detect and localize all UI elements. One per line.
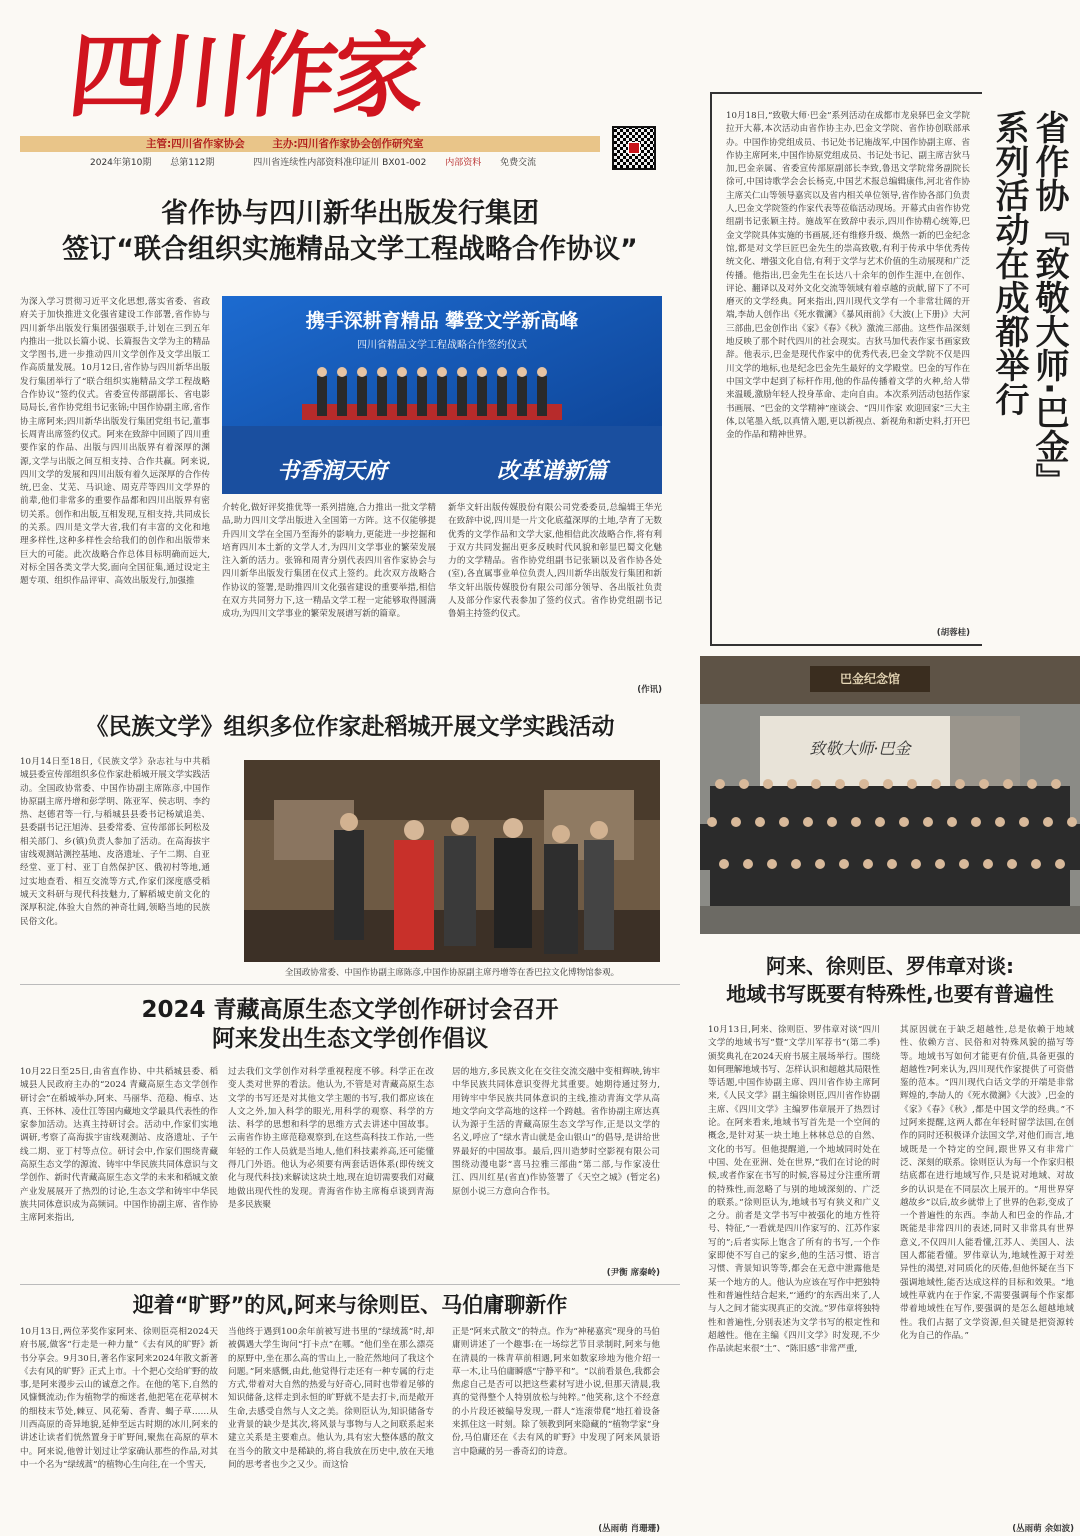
sponsor-label: 主管:四川省作家协会: [146, 138, 245, 150]
bajin-banner-text: 致敬大师·巴金: [809, 739, 911, 758]
article2-body: 10月18日,“致敬大师·巴金”系列活动在成都市龙泉驿巴金文学院拉开大幕,本次活动由省作协主办,巴金文学院、省作协创联部承办。中国作协党组成员、书记处书记施战军,中国作协副主席、省作协主席阿来,中国作协原党组成员、书记处书记、副主席吉狄马加,巴金亲属、省委宣传部原副部长李致,鲁迅文学院常务副院长徐可,中国诗歌学会会长杨克,中国艺术报总编辑康伟,河北省作协主席关仁山等领导嘉宾以及省内相关单位领导,省作协各部门负责人,巴金文学院签约作家代表等莅临活动现场。开幕式由省作协党组副书记张颖主持。施战军在致辞中表示,四川作协精心统筹,巴金文学院具体实施的书画展,还有维修升级、焕然一新的巴金纪念馆,都是对文学巨匠巴金先生的崇高致敬,有利于传承中华优秀传统文化、增强文化自信,有利于文学与艺术价值的生动展现和广泛传播。他指出,巴金先生在长达八十余年的创作生涯中,在创作、评论、翻译以及对外文化交流等领域有着卓越的贡献,留下了不可磨灭的文学经典。阿来指出,四川现代文学有一个非常壮阔的开端,李劼人创作出《死水微澜》《暴风雨前》《大波(上下册)》大河三部曲,巴金创作出《家》《春》《秋》激流三部曲。这些作品深刻地反映了那个时代四川的社会现实。吉狄马加代表作家书画家致辞。他表示,巴金是现代作家中的优秀代表,巴金文学院不仅是四川文学的地标,也是纪念巴金先生最好的文学殿堂。巴金的写作在中国文学中起到了标杆作用,他的作品传播着文学的火种,给人带来温暖,激励年轻人投身革命、走向自由。本次系列活动包括作家书画展、“巴金的文学精神”座谈会、“四川作家 欢迎回家”三大主体,以笔墨入纸,以真情入题,更以新视点、新视角和新史料,打开巴金的作品和精神世界。: [726, 111, 970, 441]
qr-logo-icon: [628, 142, 640, 154]
article5-col1: 10月13日,两位茅奖作家阿来、徐则臣亮相2024天府书展,做客“行走是一种力量”《去有风的旷野》新书分享会。9月30日,著名作家阿来2024年散文新著《去有风的旷野》正式上市。十个把心交给旷野的故事,是阿来漫步云山的诚意之作。在他的笔下,自然的风慷慨流动;作为植物学的痴迷者,他把笔在花草树木的细枝末节处,棘豆、风花菊、香青、蝎子草……从川西高原的奇异地貌,延伸至远古时期的冰川,阿来的讲述让读者们恍然置身于旷野间,聚焦在高原的草木中。阿来说,他曾计划过让学家确认那些的作品,对其中一个名为“绿绒蒿”的植物心生向往,在一个雪天,: [20, 1327, 218, 1470]
photo-subtitle-text: 四川省精品文学工程战略合作签约仪式: [357, 340, 527, 351]
article1-title-line2: 签订“联合组织实施精品文学工程战略合作协议”: [62, 234, 638, 265]
museum-visit-image: [244, 760, 660, 962]
article4-title-line1: 2024 青藏高原生态文学创作研讨会召开: [141, 997, 559, 1023]
internal-label: 内部资料: [445, 158, 482, 168]
photo-slogan-right: 改革谱新篇: [496, 459, 607, 484]
article2-title-line2: 系列活动在成都举行: [989, 110, 1029, 416]
article2-byline: (胡蓉桂): [936, 628, 970, 638]
article1-col2: 介转化,做好评奖推优等一系列措施,合力推出一批文学精品,助力四川文学出版进入全国第一方阵。这不仅能够提升四川文学在全国乃至海外的影响力,更能进一步挖掘和培育四川本土新的文学人才,为四川文学事业的繁荣发展注入新的活力。张锦和周青分别代表四川省作家协会与四川新华出版发行集团在仪式上签约。此次双方战略合作协议的签署,是助推四川文化强省建设的重要举措,相信在双方共同努力下,这一精品文学工程一定能够取得圆满成功,为四川文学事业的繁荣发展谱写新的篇章。: [222, 503, 436, 620]
publication-bar: [20, 136, 600, 152]
article4-title-line2: 阿来发出生态文学创作倡议: [212, 1026, 488, 1052]
article3-caption: 全国政协常委、中国作协副主席陈彦,中国作协原副主席丹增等在香巴拉文化博物馆参观。: [284, 968, 620, 978]
article5-col3: 正是“阿来式散文”的特点。作为“神秘嘉宾”现身的马伯庸则讲述了一个趣事:在一场综艺节目录制时,阿来与他在清晨的一株青草前相遇,阿来如数家珍地为他介绍一草一木,让马伯庸瞬感“宁静平和”。“以前看景色,我都会焦虑自己是否可以把这些素材写进小说,但那天清晨,我真的觉得整个人特别放松与纯粹。”他笑称,这个不经意的小片段还被编导发现,一群人“连滚带爬”地扛着设备来抓住这一时刻。除了领教到阿来隐藏的“植物学家”身份,马伯庸还在《去有风的旷野》中发现了阿来风景语言中隐藏的另一番奇幻的诗意。: [452, 1327, 660, 1457]
article2-title-line1: 省作协『致敬大师·巴金』: [1029, 110, 1069, 497]
article6-col2: 其原因就在于缺乏超越性,总是依赖于地域性、依赖方言、民俗和对特殊风貌的描写等等。地域书写如何才能更有价值,具备更强的超越性?阿来认为,四川现代作家提供了可资借鉴的范本。“四川现代白话文学的开端是非常辉煌的,李劼人的《死水微澜》《大波》,巴金的《家》《春》《秋》,都是中国文学的经典。”不过阿来提醒,这两人都在年轻时留学法国,在创作的同时还积极译介法国文学,对他们而言,地域既是一个特定的空间,跟世界又有非常广泛、深刻的联系。徐则臣认为每一个作家归根结底都在进行地域写作,只是说对地域、对故乡的认识是在不同层次上展开的。“用世界穿越故乡”以后,故乡就带上了世界的色彩,变成了一个普遍性的东西。李劼人和巴金的作品,才既能是非常四川的表述,同时又非常具有世界意义,不仅四川人能看懂,江苏人、美国人、法国人都能看懂。罗伟章认为,地域性源于对差异性的渴望,对同质化的厌倦,但他怀疑在当下强调地域性,能否达成这样的目标和效果。“地域性草就内在于作家,不需要强调每个作家都带着地域性在写作,要强调的是怎么超越地域性。我们占据了文学资源,但关键是把资源转化为自己的作品。”: [900, 1025, 1074, 1341]
photo-banner-text: 携手深耕育精品 攀登文学新高峰: [305, 310, 579, 332]
issue-line: [20, 155, 600, 168]
qr-code: [612, 126, 656, 170]
article2-border-top: [710, 92, 982, 94]
divider: [20, 984, 680, 985]
bajin-museum-sign: 巴金纪念馆: [839, 672, 900, 686]
article2-border-bottom: [710, 644, 982, 646]
article4-col1: 10月22日至25日,由省直作协、中共稻城县委、稻城县人民政府主办的“2024 青藏高原生态文学创作研讨会”在稻城举办,阿来、马丽华、范稳、梅卓、达真、王怀林、凌仕江等国内藏地文学最具代表性的作家参加活动。达真主持研讨会。活动中,作家们实地调研,考察了高海拔宇宙线观测站、皮洛遗址、子午线二期、亚丁村等点位。研讨会中,作家们围绕青藏高原生态文学的源流、铸牢中华民族共同体意识与文学创作、新时代青藏高原生态文学的未来和稻城文旅产业发展展开了热烈的讨论,生态文学和铸牢中华民族共同体意识成为高频词。中国作协副主席、省作协主席阿来指出,: [20, 1067, 218, 1224]
issue-number: 2024年第10期: [90, 158, 152, 168]
article4-col3: 居的地方,多民族文化在交往交流交融中变相辉映,铸牢中华民族共同体意识变得尤其重要。她期待通过努力,用铸牢中华民族共同体意识的主线,推动青海文学从高地文学向文学高地的这样一个跨越。省作协副主席达真认为源于生活的青藏高原生态文学写作,正是以文学的名义,呼应了“绿水青山就是金山银山”的倡导,是讲给世界最好的中国故事。最后,四川造梦时空影视有限公司围绕动漫电影“喜马拉雅三部曲”第二部,与作家凌仕江、四川红星(省直)作协签署了《天空之城》(暂定名)原创小说三方意向合作书。: [452, 1067, 660, 1197]
photo-slogan-left: 书香润天府: [276, 459, 387, 484]
article4-title: [20, 996, 680, 1054]
article3-title: 《民族文学》组织多位作家赴稻城开展文学实践活动: [85, 714, 615, 740]
bajin-group-photo-image: [700, 656, 1080, 934]
article3-photo: [244, 760, 660, 962]
organizer-label: 主办:四川省作家协会创作研究室: [272, 138, 424, 150]
article1-title-line1: 省作协与四川新华出版发行集团: [161, 198, 539, 229]
article6-title: [700, 952, 1080, 1008]
article5-byline: (丛雨萌 肖珊珊): [598, 1524, 660, 1534]
article1-photo: [222, 296, 662, 494]
issue-total: 总第112期: [170, 158, 215, 168]
article3-body: 10月14日至18日,《民族文学》杂志社与中共稻城县委宣传部组织多位作家赴稻城开展文学实践活动。全国政协常委、中国作协副主席陈彦,中国作协原副主席丹增和彭学明、陈亚军、侯志明、李约热、赵德君等一行,与稻城县县委书记杨斌追美、县委副书记汪旭涛、县委常委、宣传部部长阿松及相关部门、乡(镇)负责人参加了活动。在高海拔宇宙线观测站测控基地、皮洛遗址、子午二期、自亚经堂、亚丁村、亚丁自然保护区、俄初村等地,通过实地查看、相互交流等方式,作家们深度感受稻城天文科研与现代科技魅力,了解稻城史前文化的深厚积淀,体验大自然的神奇壮阔,领略当地的民族民俗文化。: [20, 757, 210, 927]
article1-col3: 新华文轩出版传媒股份有限公司党委委员,总编辑王华光在致辞中说,四川是一片文化底蕴深厚的土地,孕育了无数优秀的文学作品和文学大家,他相信此次战略合作,将有利于双方共同发掘出更多反映时代风貌和彰显巴蜀文化魅力的文学精品。省作协党组副书记张颖以及省作协各处(室),各直属事业单位负责人,四川新华出版发行集团和新华文轩出版传媒股份有限公司部分领导、各出版社负责人及部分作家代表参加了签约仪式。省作协党组副书记鲁娟主持签约仪式。: [448, 503, 662, 620]
article6-title-line1: 阿来、徐则臣、罗伟章对谈:: [766, 954, 1014, 978]
free-label: 免费交流: [500, 158, 537, 168]
article2-border-left: [710, 92, 712, 646]
masthead-title: 四川作家: [63, 23, 427, 130]
license-number: 四川省连续性内部资料准印证川 BX01-002: [253, 158, 427, 168]
article6-title-line2: 地域书写既要有特殊性,也要有普遍性: [726, 982, 1054, 1006]
article1-col1: 为深入学习贯彻习近平文化思想,落实省委、省政府关于加快推进文化强省建设工作部署,省作协与四川新华出版发行集团强强联手,计划在三到五年内推出一批以长篇小说、长篇报告文学为主的精品文学图书,进一步推动四川文学创作及文学出版工作高质量发展。10月12日,省作协与四川新华出版发行集团举行了“联合组织实施精品文学工程战略合作协议”签约仪式。省委宣传部副部长、省电影局局长,省作协党组书记张锦;中国作协副主席,省作协主席阿来;四川新华出版发行集团党组书记,董事长周青出席签约仪式。阿来在致辞中回顾了四川重要作家的作品、出版与四川出版界有着深厚的渊源,文学与出版之间互相支持、合作共赢。阿来说,四川文学的发展和四川出版有着久远深厚的合作传统,巴金、艾芜、马识途、周克芹等四川文学界的前辈,他们非常多的重要作品都和四川出版界有密切关系。创作和出版,互相发现,互相支持,共同成长的关系。四川是文学大省,我们有丰富的文化和地理多样性,这种多样性会给我们的创作和出版带来巨大的可能。此次战略合作总体目标明确而远大,对标全国各类文学大奖,面向全国征集,通过设定主题专项、组织作品评审、高效出版发行,加强推: [20, 297, 210, 587]
article5-title: 迎着“旷野”的风,阿来与徐则臣、马伯庸聊新作: [132, 1293, 568, 1317]
article5-col2: 当他终于遇到100余年前被写进书里的“绿绒蒿”时,却被偶遇大学生询问“打卡点”在哪。“他们坐在那么漂亮的原野中,坐在那么高的雪山上,一脸茫然地问了我这个问题。”阿来感慨,由此,他觉得行走还有一种专属的行走方式,带着对大自然的热爱与好奇心,同时也带着足够的知识储备,这样走到永恒的旷野就不是去打卡,而是敞开生命,去感受自然与人文之美。徐则臣认为,知识储备专业背景的缺少是其次,将风景与事物与人之间联系起来建立关系是主要难点。他认为,具有宏大整体感的散文在当今的散文中是稀缺的,将自我放在历史中,放在天地间的思考者也少之又少。而这恰: [228, 1327, 434, 1470]
article4-byline: (尹衡 席秦岭): [606, 1268, 660, 1278]
article6-byline: (丛雨萌 余如波): [1012, 1524, 1074, 1534]
article4-col2: 过去我们文学创作对科学重视程度不够。科学正在改变人类对世界的看法。他认为,不管是对青藏高原生态文学的书写还是对其他文学主题的书写,我们都应该在人文之外,加入科学的眼光,用科学的观察、科学的方法、科学的思想和科学的思维方式去讲述中国故事。云南省作协主席范稳观察到,在这些高科技工作站,一些年轻的工作人员就是当地人,他们科技素养高,还可能懂得几门外语。他认为必须要有两套话语体系(即传统文化与现代科技)来解读这块土地,现在迫切需要我们对藏地做出现代性的发现。青海省作协主席梅卓谈到青海是多民族聚: [228, 1067, 434, 1210]
article2-photo: [700, 656, 1080, 934]
masthead: [63, 4, 590, 134]
article1-byline: (作讯): [637, 685, 662, 695]
divider: [20, 1284, 680, 1285]
article6-col1: 10月13日,阿来、徐则臣、罗伟章对谈“四川文学的地域书写”暨“文学川军荐书”(第二季)颁奖典礼在2024天府书展主展场举行。围绕如何理解地域书写、怎样认识和超越其局限性等话题,中国作协副主席、四川省作协主席阿来,《人民文学》副主编徐则臣,四川省作协副主席、《四川文学》主编罗伟章展开了热烈讨论。在阿来看来,地域书写首先是一个空间的概念,是针对某一块土地上林林总总的自然、文化的书写。但他提醒道,一个地域同时处在中国、处在亚洲、处在世界,“我们在讨论的时候,或者作家在书写的时候,容易过分注重所谓的特殊性,而忽略了与别的地域深刻的、广泛的联系。”徐则臣认为,地域书写有狭义和广义之分。前者是文学书写中被强化的地方性符号、特征,“一看就是四川作家写的、江苏作家写的”;后者实际上饱含了所有的书写,一个作家即使不写自己的家乡,他的生活习惯、语言习惯、背景知识等等,都会在无意中泄露他是某一个地方的人。他认为应该在写作中把独特性和普遍性结合起来,“‘通约’的东西出来了,人与人之间才能实现真正的交流。”罗伟章将独特性和普遍性,分别表述为文学书写的根定性和超越性。他在主编《四川文学》时发现,不少作品读起来很“土”、“陈旧感”非常严重,: [708, 1025, 880, 1355]
article1-title: [20, 196, 680, 268]
